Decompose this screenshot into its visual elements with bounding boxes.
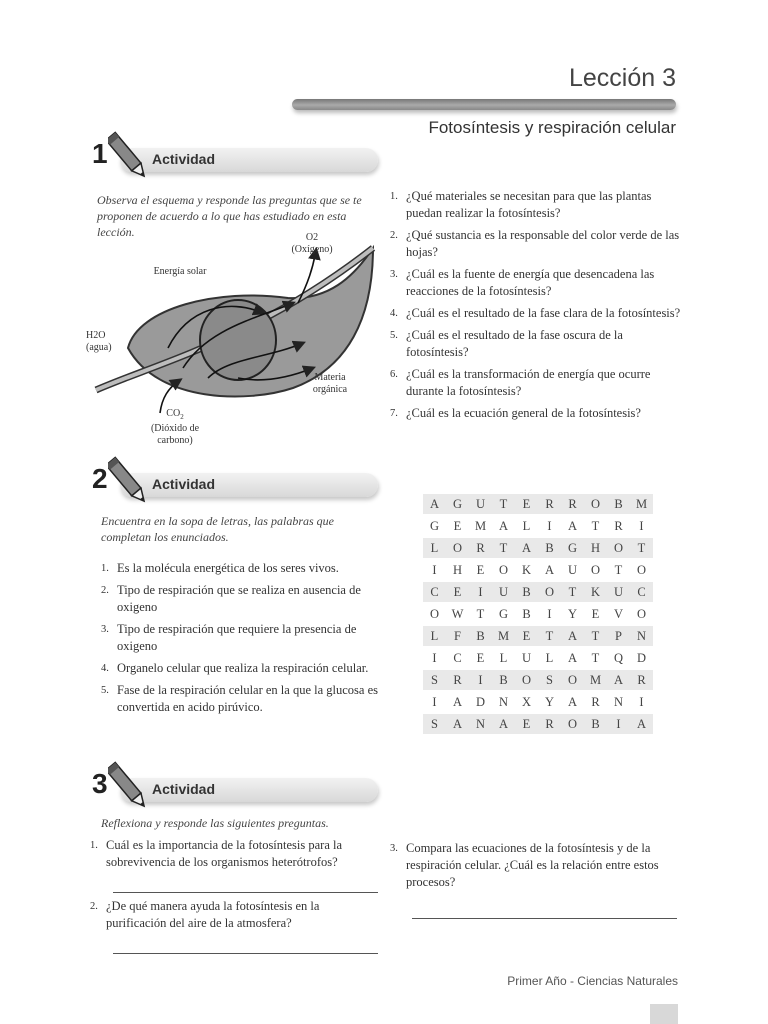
- grid-cell: T: [630, 537, 653, 559]
- activity-label: Actividad: [152, 476, 216, 492]
- list-item: 1. Es la molécula energética de los seres vivos.: [101, 561, 339, 575]
- table-row: [423, 581, 653, 603]
- list-item: 3. Compara las ecuaciones de la fotosíntesis y de la respiración celular. ¿Cuál es la relación entre estos procesos?: [390, 841, 659, 889]
- activity-2-clues: [101, 560, 379, 721]
- grid-cell: B: [584, 713, 607, 735]
- grid-cell: D: [630, 647, 653, 669]
- table-row: [423, 691, 653, 713]
- grid-cell: V: [607, 603, 630, 625]
- h2o-label: H2O (agua): [86, 330, 112, 353]
- grid-cell: R: [584, 691, 607, 713]
- grid-cell: G: [446, 494, 469, 515]
- activity-3-question-2: [90, 898, 380, 937]
- grid-cell: U: [492, 581, 515, 603]
- grid-cell: K: [515, 559, 538, 581]
- table-row: [423, 537, 653, 559]
- grid-cell: E: [515, 625, 538, 647]
- grid-cell: L: [538, 647, 561, 669]
- header-bar: [292, 99, 676, 110]
- activity-label: Actividad: [152, 781, 216, 797]
- grid-cell: A: [515, 537, 538, 559]
- grid-cell: N: [492, 691, 515, 713]
- answer-line[interactable]: [412, 918, 677, 919]
- grid-cell: I: [423, 647, 446, 669]
- grid-cell: A: [607, 669, 630, 691]
- activity-3-instructions: Reflexiona y responde las siguientes preguntas.: [101, 816, 329, 830]
- word-search-grid: [423, 494, 653, 736]
- list-item: 5. ¿Cuál es el resultado de la fase oscura de la fotosíntesis?: [390, 328, 623, 359]
- grid-cell: R: [538, 494, 561, 515]
- grid-cell: R: [538, 713, 561, 735]
- grid-cell: I: [630, 691, 653, 713]
- table-row: [423, 515, 653, 537]
- pencil-icon: [108, 453, 148, 511]
- lesson-title: Lección 3: [568, 64, 676, 92]
- grid-cell: C: [630, 581, 653, 603]
- page-subtitle: Fotosíntesis y respiración celular: [428, 118, 676, 137]
- page-footer: Primer Año - Ciencias Naturales: [507, 974, 678, 988]
- grid-cell: N: [607, 691, 630, 713]
- grid-cell: O: [423, 603, 446, 625]
- grid-cell: O: [561, 713, 584, 735]
- grid-cell: E: [515, 713, 538, 735]
- grid-cell: Q: [607, 647, 630, 669]
- grid-cell: I: [423, 559, 446, 581]
- grid-cell: S: [423, 713, 446, 735]
- grid-cell: Y: [561, 603, 584, 625]
- grid-cell: R: [561, 494, 584, 515]
- answer-line[interactable]: [113, 892, 378, 893]
- table-row: [423, 603, 653, 625]
- grid-cell: O: [561, 669, 584, 691]
- grid-cell: E: [446, 515, 469, 537]
- grid-cell: H: [584, 537, 607, 559]
- grid-cell: I: [469, 581, 492, 603]
- table-row: [423, 713, 653, 735]
- grid-cell: S: [423, 669, 446, 691]
- organic-matter-label: Materia orgánica: [312, 372, 348, 395]
- pencil-icon: [108, 758, 148, 816]
- grid-cell: F: [446, 625, 469, 647]
- grid-cell: L: [492, 647, 515, 669]
- grid-cell: I: [538, 515, 561, 537]
- grid-cell: T: [538, 625, 561, 647]
- grid-cell: C: [446, 647, 469, 669]
- pencil-icon: [108, 128, 148, 186]
- list-item: 3. Tipo de respiración que requiere la presencia de oxigeno: [101, 622, 357, 653]
- grid-cell: T: [492, 494, 515, 515]
- table-row: [423, 647, 653, 669]
- grid-cell: A: [561, 515, 584, 537]
- grid-cell: Y: [538, 691, 561, 713]
- grid-cell: L: [515, 515, 538, 537]
- grid-cell: O: [492, 559, 515, 581]
- grid-cell: I: [630, 515, 653, 537]
- grid-cell: T: [469, 603, 492, 625]
- list-item: 4. Organelo celular que realiza la respiración celular.: [101, 661, 369, 675]
- grid-cell: O: [584, 494, 607, 515]
- grid-cell: E: [446, 581, 469, 603]
- grid-cell: O: [607, 537, 630, 559]
- grid-cell: M: [469, 515, 492, 537]
- grid-cell: R: [630, 669, 653, 691]
- grid-cell: T: [584, 647, 607, 669]
- grid-cell: T: [584, 625, 607, 647]
- grid-cell: A: [492, 713, 515, 735]
- grid-cell: O: [584, 559, 607, 581]
- grid-cell: G: [492, 603, 515, 625]
- table-row: [423, 494, 653, 515]
- grid-cell: R: [469, 537, 492, 559]
- activity-1-banner: [90, 138, 380, 186]
- grid-cell: M: [584, 669, 607, 691]
- grid-cell: A: [446, 691, 469, 713]
- list-item: 5. Fase de la respiración celular en la que la glucosa es convertida en acido pirúvico.: [101, 683, 378, 714]
- grid-cell: A: [561, 625, 584, 647]
- answer-line[interactable]: [113, 953, 378, 954]
- grid-cell: I: [538, 603, 561, 625]
- activity-2-instructions: Encuentra en la sopa de letras, las palabras que completan los enunciados.: [101, 514, 334, 544]
- grid-cell: A: [446, 713, 469, 735]
- grid-cell: W: [446, 603, 469, 625]
- list-item: 3. ¿Cuál es la fuente de energía que desencadena las reacciones de la fotosíntesis?: [390, 267, 655, 298]
- list-item: 1. Cuál es la importancia de la fotosíntesis para la sobrevivencia de los organismos heterótrofos?: [90, 838, 343, 869]
- list-item: 6. ¿Cuál es la transformación de energía que ocurre durante la fotosíntesis?: [390, 367, 651, 398]
- grid-cell: S: [538, 669, 561, 691]
- grid-cell: A: [630, 713, 653, 735]
- list-item: 2. ¿Qué sustancia es la responsable del color verde de las hojas?: [390, 228, 680, 259]
- grid-cell: A: [561, 647, 584, 669]
- grid-cell: U: [607, 581, 630, 603]
- grid-cell: L: [423, 537, 446, 559]
- grid-cell: E: [584, 603, 607, 625]
- activity-number: 1: [92, 138, 108, 169]
- page-corner-tab: [650, 1004, 678, 1024]
- grid-cell: C: [423, 581, 446, 603]
- activity-2-banner: [90, 463, 380, 511]
- grid-cell: D: [469, 691, 492, 713]
- activity-3-question-3: [390, 840, 682, 896]
- list-item: 2. Tipo de respiración que se realiza en ausencia de oxigeno: [101, 583, 361, 614]
- grid-cell: R: [446, 669, 469, 691]
- grid-cell: I: [607, 713, 630, 735]
- activity-1-questions: [390, 188, 682, 427]
- grid-cell: X: [515, 691, 538, 713]
- grid-cell: T: [492, 537, 515, 559]
- table-row: [423, 559, 653, 581]
- list-item: 4. ¿Cuál es el resultado de la fase clara de la fotosíntesis?: [390, 306, 681, 320]
- grid-cell: P: [607, 625, 630, 647]
- grid-cell: O: [630, 559, 653, 581]
- activity-number: 2: [92, 463, 108, 494]
- grid-cell: N: [469, 713, 492, 735]
- grid-cell: N: [630, 625, 653, 647]
- grid-cell: O: [538, 581, 561, 603]
- grid-cell: O: [515, 669, 538, 691]
- grid-cell: U: [561, 559, 584, 581]
- grid-cell: H: [446, 559, 469, 581]
- table-row: [423, 669, 653, 691]
- grid-cell: U: [515, 647, 538, 669]
- activity-number: 3: [92, 768, 108, 799]
- grid-cell: O: [446, 537, 469, 559]
- grid-cell: A: [423, 494, 446, 515]
- grid-cell: E: [515, 494, 538, 515]
- list-item: 1. ¿Qué materiales se necesitan para que las plantas puedan realizar la fotosíntesis?: [390, 189, 652, 220]
- grid-cell: M: [492, 625, 515, 647]
- grid-cell: B: [607, 494, 630, 515]
- grid-cell: T: [561, 581, 584, 603]
- grid-cell: R: [607, 515, 630, 537]
- grid-cell: G: [423, 515, 446, 537]
- list-item: 2. ¿De qué manera ayuda la fotosíntesis en la purificación del aire de la atmosfera?: [90, 899, 320, 930]
- grid-cell: A: [492, 515, 515, 537]
- grid-cell: B: [515, 581, 538, 603]
- energy-label: Energía solar: [153, 266, 207, 277]
- activity-3-question-1: [90, 837, 380, 876]
- grid-cell: T: [584, 515, 607, 537]
- grid-cell: E: [469, 559, 492, 581]
- grid-cell: M: [630, 494, 653, 515]
- grid-cell: O: [630, 603, 653, 625]
- grid-cell: K: [584, 581, 607, 603]
- photosynthesis-diagram: [88, 228, 388, 448]
- grid-cell: B: [492, 669, 515, 691]
- o2-label: O2 (Oxígeno): [291, 232, 333, 255]
- grid-cell: B: [538, 537, 561, 559]
- grid-cell: L: [423, 625, 446, 647]
- grid-cell: E: [469, 647, 492, 669]
- grid-cell: I: [469, 669, 492, 691]
- activity-3-banner: [90, 768, 380, 816]
- co2-label: $CO_2$ (Dióxido de carbono): [150, 408, 200, 446]
- grid-cell: U: [469, 494, 492, 515]
- activity-1-instructions: Observa el esquema y responde las preguntas que se te proponen de acuerdo a lo que has estudiado en esta lección.: [97, 193, 362, 239]
- grid-cell: B: [515, 603, 538, 625]
- grid-cell: I: [423, 691, 446, 713]
- table-row: [423, 625, 653, 647]
- grid-cell: A: [538, 559, 561, 581]
- grid-cell: B: [469, 625, 492, 647]
- grid-cell: G: [561, 537, 584, 559]
- grid-cell: T: [607, 559, 630, 581]
- list-item: 7. ¿Cuál es la ecuación general de la fotosíntesis?: [390, 406, 641, 420]
- grid-cell: A: [561, 691, 584, 713]
- activity-label: Actividad: [152, 151, 216, 167]
